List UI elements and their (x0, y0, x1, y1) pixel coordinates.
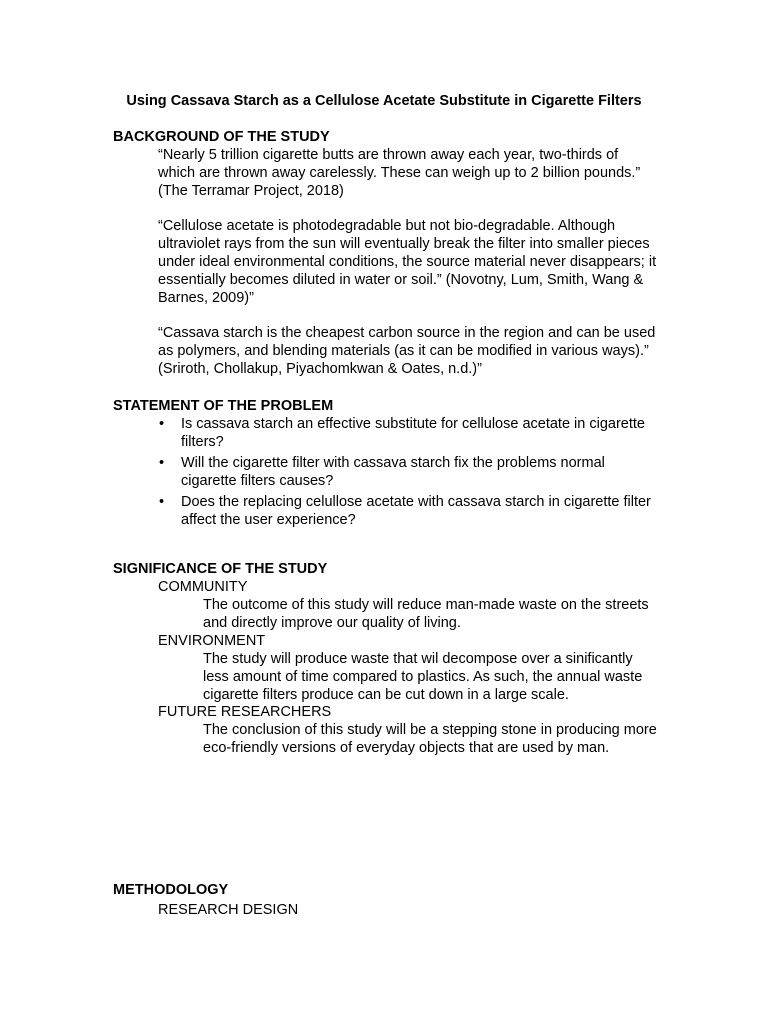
significance-heading: SIGNIFICANCE OF THE STUDY (113, 561, 328, 577)
problem-item-text: Will the cigarette filter with cassava starch fix the problems normal cigarette filters causes? (181, 455, 605, 489)
bullet-icon: • (159, 494, 165, 510)
significance-community-text: The outcome of this study will reduce man-made waste on the streets and directly improve our quality of living. (203, 597, 649, 631)
background-paragraph-1: “Nearly 5 trillion cigarette butts are thrown away each year, two-thirds of which are thrown away carelessly. These can weigh up to 2 billion pounds.” (The Terramar Project, 2018) (158, 147, 641, 199)
significance-environment-label: ENVIRONMENT (158, 633, 266, 649)
bullet-icon: • (159, 416, 165, 432)
significance-researchers-label: FUTURE RESEARCHERS (158, 704, 332, 720)
problem-heading: STATEMENT OF THE PROBLEM (113, 398, 334, 414)
methodology-heading: METHODOLOGY (113, 882, 229, 898)
problem-item-text: Is cassava starch an effective substitute for cellulose acetate in cigarette filters? (181, 416, 645, 450)
significance-community-label: COMMUNITY (158, 579, 248, 595)
background-paragraph-3: “Cassava starch is the cheapest carbon source in the region and can be used as polymers, and blending materials (as it can be modified in various ways).” (Sriroth, Chollakup, Piyachomkwan & Oates, n.d.)” (158, 325, 656, 377)
significance-environment-text: The study will produce waste that wil decompose over a sinificantly less amount of time compared to plastics. As such, the annual waste cigarette filters produce can be cut down in a large scale. (203, 651, 643, 703)
problem-item (158, 415, 658, 451)
significance-researchers-text: The conclusion of this study will be a stepping stone in producing more eco-friendly versions of everyday objects that are used by man. (203, 722, 657, 756)
background-heading: BACKGROUND OF THE STUDY (113, 129, 330, 145)
methodology-subheading: RESEARCH DESIGN (158, 902, 299, 918)
bullet-icon: • (159, 455, 165, 471)
problem-item (158, 454, 658, 490)
problem-item-text: Does the replacing celullose acetate with cassava starch in cigarette filter affect the user experience? (181, 494, 651, 528)
document-title: Using Cassava Starch as a Cellulose Acetate Substitute in Cigarette Filters (126, 93, 642, 109)
problem-item (158, 493, 658, 529)
background-paragraph-2: “Cellulose acetate is photodegradable but not bio-degradable. Although ultraviolet rays from the sun will eventually break the filter into smaller pieces under ideal environmental conditions, the source material never disappears; it essentially becomes diluted in water or soil.” (Novotny, Lum, Smith, Wang & Barnes, 2009)” (158, 218, 657, 306)
problem-list (158, 415, 658, 532)
